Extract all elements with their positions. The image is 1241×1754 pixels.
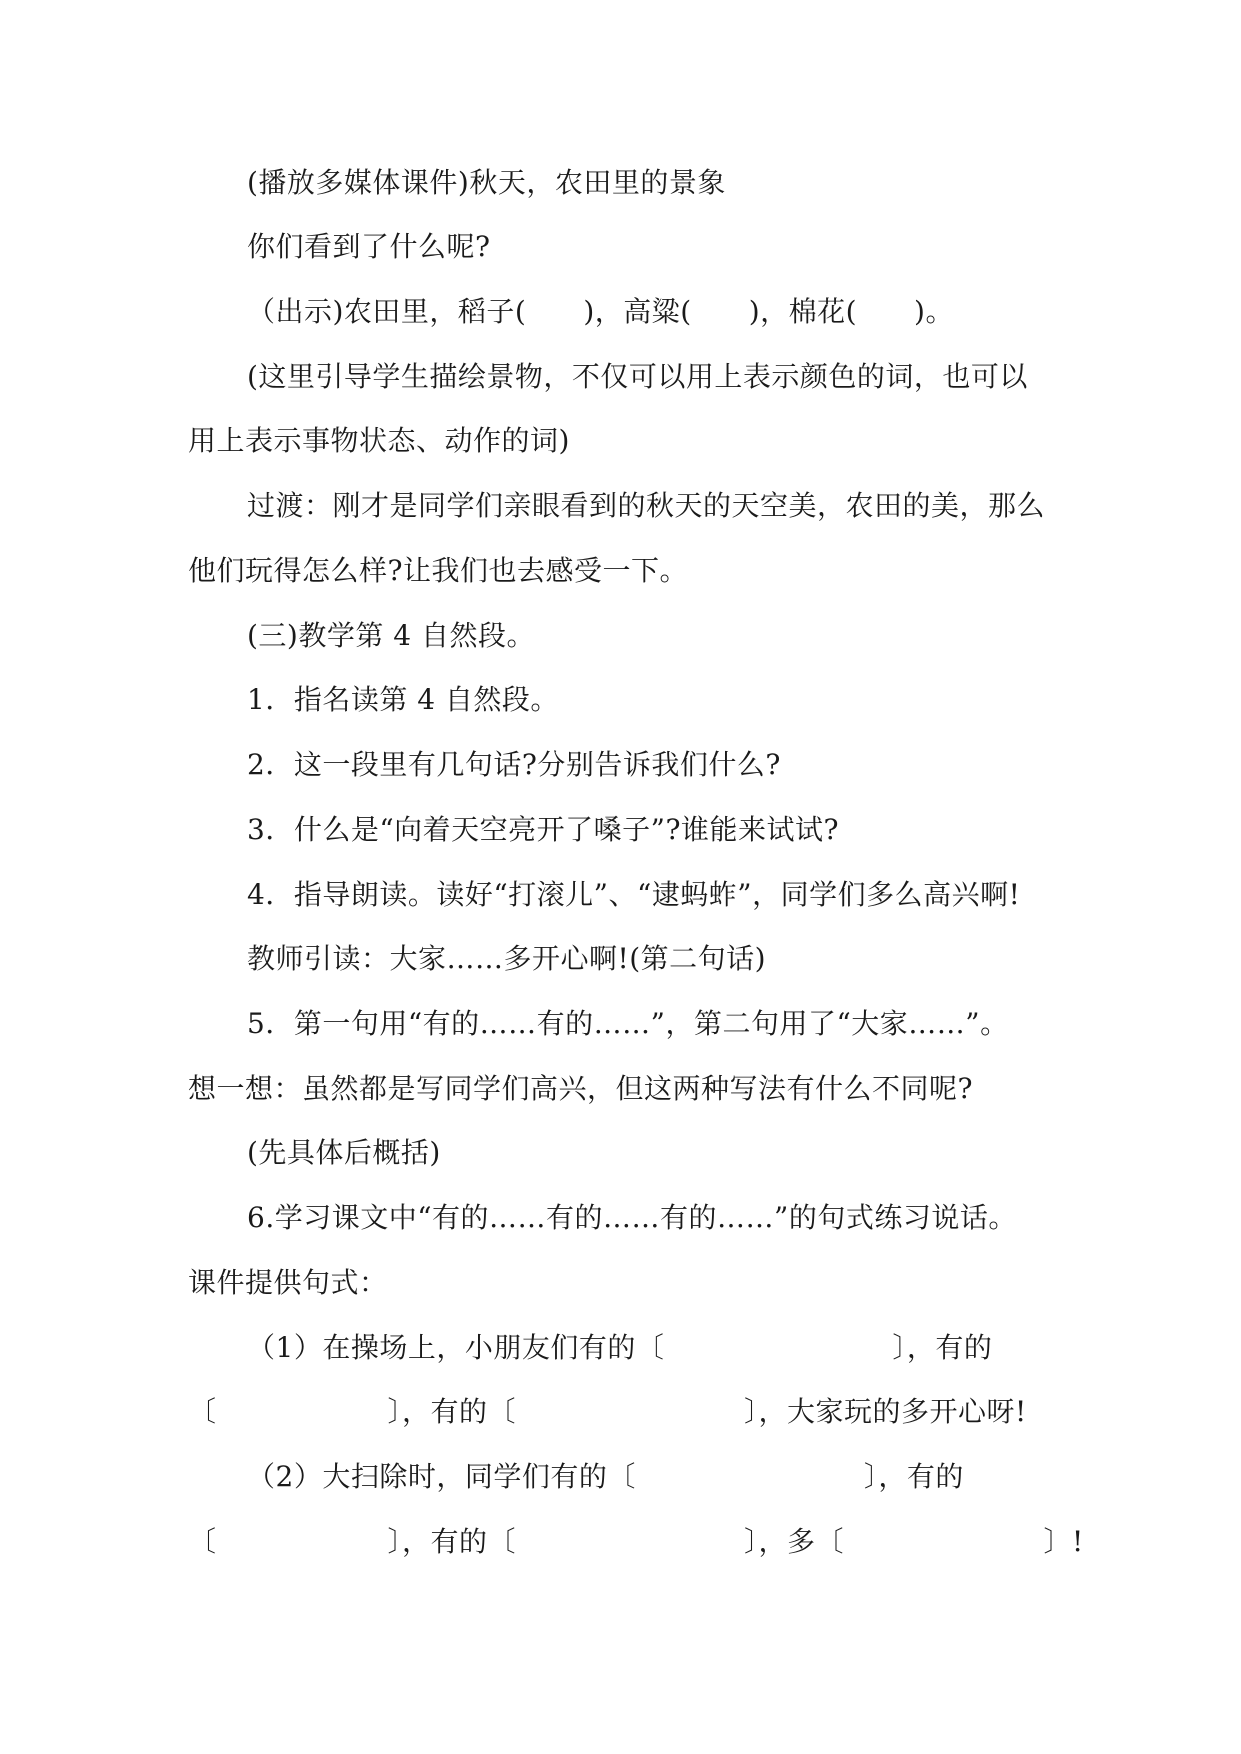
list-item: 1．指名读第 4 自然段。 (247, 683, 559, 716)
paragraph-line: (播放多媒体课件)秋天，农田里的景象 (247, 166, 726, 199)
list-item: 3．什么是“向着天空亮开了嗓子”?谁能来试试? (247, 813, 839, 846)
exercise-line: （2）大扫除时，同学们有的〔 〕，有的 (247, 1460, 964, 1493)
list-item: 5．第一句用“有的……有的……”，第二句用了“大家……”。 (247, 1007, 1009, 1040)
exercise-line: （1）在操场上，小朋友们有的〔 〕，有的 (247, 1331, 993, 1364)
paragraph-line: (这里引导学生描绘景物，不仅可以用上表示颜色的词，也可以 (247, 360, 1028, 393)
exercise-line: 〔 〕，有的〔 〕，大家玩的多开心呀! (188, 1395, 1027, 1428)
list-item: 4．指导朗读。读好“打滚儿”、“逮蚂蚱”，同学们多么高兴啊! (247, 878, 1021, 911)
exercise-line: 〔 〕，有的〔 〕，多〔 〕! (188, 1525, 1084, 1558)
paragraph-line: 过渡：刚才是同学们亲眼看到的秋天的天空美，农田的美，那么 (247, 489, 1046, 522)
paragraph-line: （出示)农田里，稻子( )，高粱( )，棉花( )。 (247, 295, 954, 328)
paragraph-line: 用上表示事物状态、动作的词) (188, 424, 570, 457)
paragraph-line: (先具体后概括) (247, 1136, 441, 1169)
section-heading: (三)教学第 4 自然段。 (247, 619, 535, 652)
list-item: 6.学习课文中“有的……有的……有的……”的句式练习说话。 (247, 1201, 1017, 1234)
paragraph-line: 你们看到了什么呢? (247, 230, 491, 263)
list-item: 2．这一段里有几句话?分别告诉我们什么? (247, 748, 781, 781)
paragraph-line: 课件提供句式： (188, 1266, 388, 1299)
paragraph-line: 他们玩得怎么样?让我们也去感受一下。 (188, 554, 689, 587)
paragraph-line: 想一想：虽然都是写同学们高兴，但这两种写法有什么不同呢? (188, 1072, 974, 1105)
paragraph-line: 教师引读：大家……多开心啊!(第二句话) (247, 942, 767, 975)
